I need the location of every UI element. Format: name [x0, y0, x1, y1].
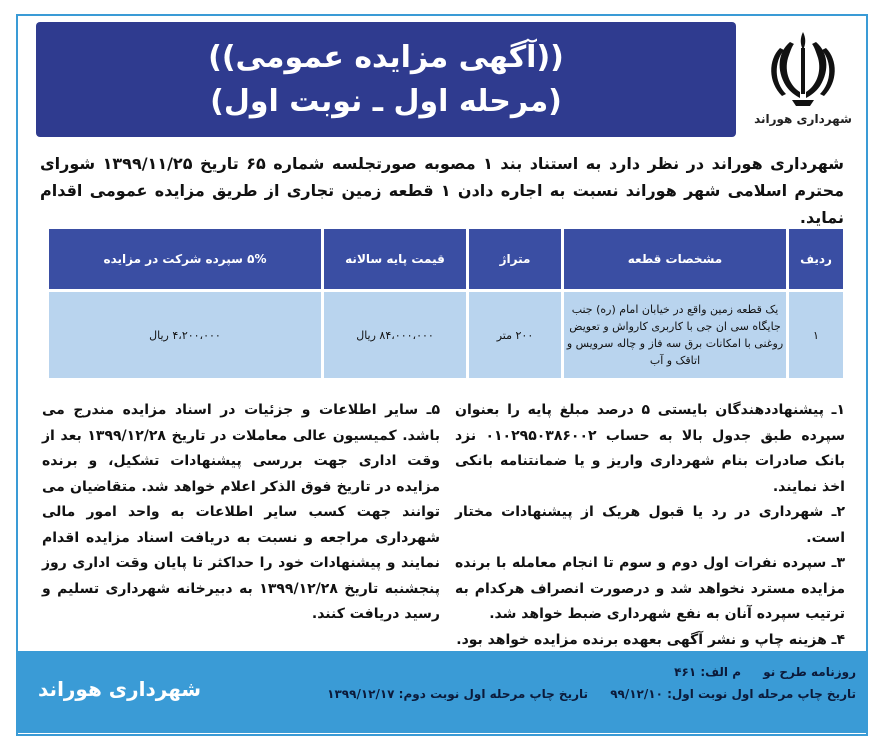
th-area: متراژ	[469, 229, 561, 289]
iran-emblem-icon	[760, 24, 846, 110]
cell-area: ۲۰۰ متر	[469, 292, 561, 378]
cell-row-no: ۱	[789, 292, 843, 378]
term-3: ۳ـ سپرده نفرات اول دوم و سوم تا انجام معامله با برنده مزایده مسترد نخواهد شد و درصورت انصراف هرکدام به ترتیب سپرده آنان به نفع شهرداری ضبط خواهد شد.	[455, 555, 845, 622]
emblem-label: شهرداری هوراند	[754, 112, 852, 126]
title-line-1: ((آگهی مزایده عمومی))	[208, 40, 564, 75]
th-deposit: ۵% سپرده شرکت در مزایده	[49, 229, 321, 289]
newspaper-name: روزنامه طرح نو	[763, 665, 856, 679]
auction-table	[46, 226, 846, 381]
footer-line-1	[296, 661, 856, 683]
cell-deposit: ۴،۲۰۰،۰۰۰ ریال	[49, 292, 321, 378]
intro-paragraph: شهرداری هوراند در نظر دارد به استناد بند ۱ مصوبه صورتجلسه شماره ۶۵ تاریخ ۱۳۹۹/۱۱/۲۵ شورای محترم اسلامی شهر هوراند نسبت به اجاره دادن ۱ قطعه زمین تجاری از طریق مزایده عمومی اقدام نماید.	[40, 154, 844, 227]
term-1: ۱ـ پیشنهاددهندگان بایستی ۵ درصد مبلغ پایه را بعنوان سپرده طبق جدول بالا به حساب ۰۱۰۲۹۵۰۳۸۶۰۰۲ نزد بانک صادرات بنام شهرداری واریز و یا ضمانتنامه بانکی اخذ نمایند.	[455, 402, 845, 495]
table-header-row	[49, 229, 843, 289]
title-line-2: (مرحله اول ـ نوبت اول)	[210, 84, 562, 119]
th-desc: مشخصات قطعه	[564, 229, 786, 289]
footer-brand: شهرداری هوراند	[38, 677, 202, 701]
print-date-first: تاریخ چاپ مرحله اول نوبت اول: ۹۹/۱۲/۱۰	[610, 687, 856, 701]
footer-line-2	[296, 683, 856, 705]
cell-base-price: ۸۴،۰۰۰،۰۰۰ ریال	[324, 292, 466, 378]
ad-code: م الف: ۴۶۱	[674, 665, 742, 679]
th-base-price: قیمت پایه سالانه	[324, 229, 466, 289]
print-date-second: تاریخ چاپ مرحله اول نوبت دوم: ۱۳۹۹/۱۲/۱۷	[327, 687, 589, 701]
emblem	[748, 24, 858, 139]
term-4: ۴ـ هزینه چاپ و نشر آگهی بعهده برنده مزایده خواهد بود.	[456, 631, 845, 648]
title-banner	[36, 22, 736, 137]
th-row-no: ردیف	[789, 229, 843, 289]
terms-left-column	[42, 398, 440, 628]
header	[18, 16, 866, 141]
footer-info	[296, 661, 856, 705]
term-5: ۵ـ سایر اطلاعات و جزئیات در اسناد مزایده مندرج می باشد. کمیسیون عالی معاملات در تاریخ ۱۳۹۹/۱۲/۲۸ بعد از وقت اداری جهت بررسی پیشنهادات تشکیل، و برنده مزایده در تاریخ فوق الذکر اعلام خواهد شد. متقاضیان می توانند جهت کسب سایر اطلاعات به واحد امور مالی شهرداری مراجعه و نسبت به دریافت اسناد مزایده اقدام نمایند و پیشنهادات خود را حداکثر تا پایان وقت اداری روز پنجشنبه تاریخ ۱۳۹۹/۱۲/۲۸ به دبیرخانه شهرداری تسلیم و رسید دریافت کنند.	[42, 402, 440, 622]
cell-desc: یک قطعه زمین واقع در خیابان امام (ره) جنب جایگاه سی ان جی با کاربری کارواش و تعویض روغنی با امکانات برق سه فاز و چاله سرویس و اتاقک و آب	[564, 292, 786, 378]
term-2: ۲ـ شهرداری در رد یا قبول هریک از پیشنهادات مختار است.	[455, 504, 845, 546]
table-row	[49, 292, 843, 378]
footer	[18, 651, 866, 733]
terms-right-column	[455, 398, 845, 653]
